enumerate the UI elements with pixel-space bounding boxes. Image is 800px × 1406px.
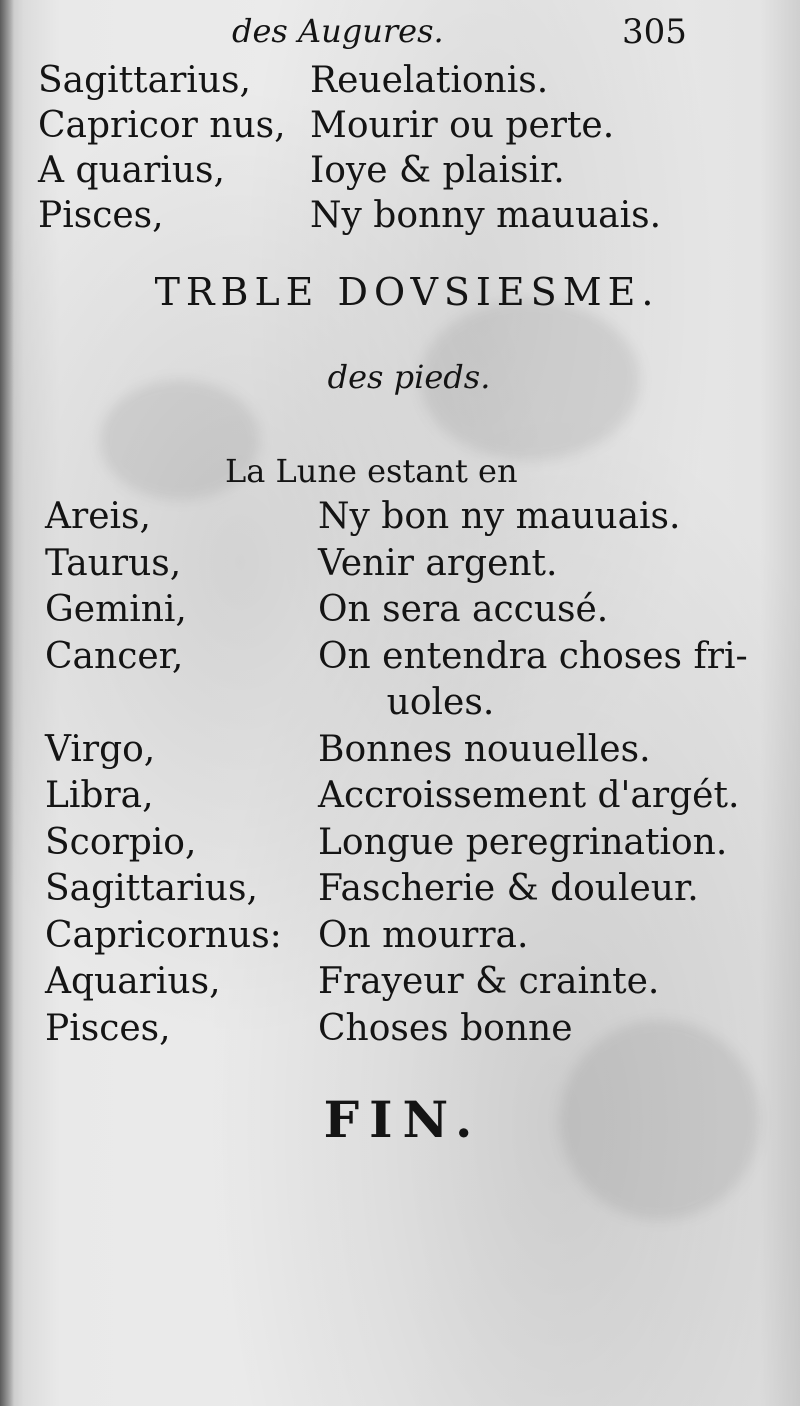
zodiac-sign: Sagittarius, (45, 868, 258, 909)
augury-meaning: Frayeur & crainte. (318, 961, 660, 1002)
table-row (0, 543, 800, 590)
table-row (0, 915, 800, 962)
section-title: TRBLE DOVSIESME. (154, 270, 660, 314)
zodiac-sign: Gemini, (45, 589, 187, 630)
augury-meaning: Mourir ou perte. (310, 105, 615, 146)
finis-mark: FIN. (323, 1090, 483, 1149)
page-header (0, 10, 800, 50)
table-row (0, 775, 800, 822)
table-row (0, 150, 800, 195)
table-row (0, 636, 800, 683)
zodiac-sign: Scorpio, (45, 821, 197, 863)
table-row (0, 105, 800, 150)
table-row (0, 589, 800, 636)
zodiac-sign: Sagittarius, (38, 60, 251, 101)
zodiac-sign: Capricornus: (45, 914, 282, 956)
zodiac-sign: Libra, (45, 775, 154, 816)
table-row (0, 868, 800, 915)
page-number: 305 (622, 12, 687, 52)
augury-meaning: Bonnes nouuelles. (318, 728, 651, 770)
table-two (0, 496, 800, 1054)
running-head: des Augures. (232, 12, 444, 50)
augury-meaning: On entendra choses fri- (318, 635, 748, 677)
augury-meaning: Choses bonne (318, 1007, 573, 1049)
table-row (0, 961, 800, 1008)
augury-meaning: Longue peregrination. (318, 821, 728, 863)
table-row (0, 496, 800, 543)
table-intro: La Lune estant en (225, 452, 518, 490)
augury-meaning: Accroissement d'argét. (318, 775, 740, 816)
zodiac-sign: Cancer, (45, 635, 184, 677)
zodiac-sign: A quarius, (38, 150, 225, 191)
table-row (0, 60, 800, 105)
zodiac-sign: Taurus, (45, 542, 182, 584)
zodiac-sign: Virgo, (45, 728, 156, 770)
table-row (0, 195, 800, 240)
section-subtitle: des pieds. (327, 358, 491, 396)
zodiac-sign: Areis, (45, 496, 151, 537)
augury-meaning: Fascherie & douleur. (318, 868, 699, 909)
augury-meaning: On mourra. (318, 914, 529, 956)
table-one (0, 60, 800, 240)
augury-meaning: Venir argent. (318, 542, 558, 584)
augury-meaning: Reuelationis. (310, 60, 549, 101)
augury-meaning-continuation: uoles. (318, 682, 495, 723)
zodiac-sign: Pisces, (45, 1007, 171, 1049)
table-row (0, 682, 800, 729)
augury-meaning: On sera accusé. (318, 589, 609, 630)
augury-meaning: Ioye & plaisir. (310, 150, 565, 191)
table-row (0, 1008, 800, 1055)
zodiac-sign: Aquarius, (45, 961, 221, 1002)
table-row (0, 729, 800, 776)
augury-meaning: Ny bonny mauuais. (310, 195, 662, 236)
zodiac-sign: Pisces, (38, 195, 164, 236)
augury-meaning: Ny bon ny mauuais. (318, 496, 681, 537)
zodiac-sign: Capricor nus, (38, 105, 286, 146)
table-row (0, 822, 800, 869)
